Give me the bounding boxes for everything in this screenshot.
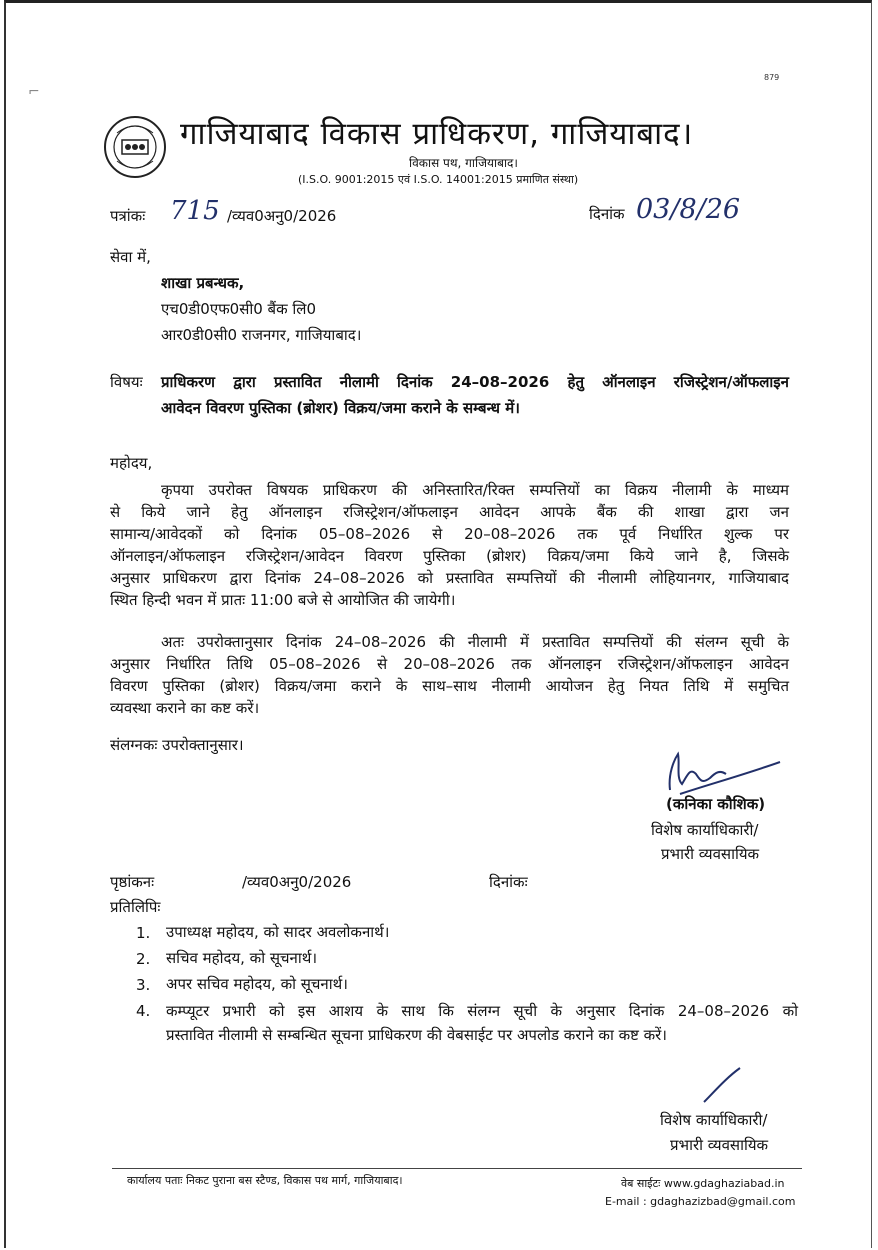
ref-number-handwritten: 715 <box>170 196 220 226</box>
copy-item-text: अपर सचिव महोदय, को सूचनार्थ। <box>166 975 348 993</box>
copy-item-number: 2. <box>136 950 151 968</box>
subject-label: विषयः <box>110 373 143 391</box>
para2-line: अनुसार निर्धारित तिथि 05–08–2026 से 20–08–2026 तक ऑनलाइन रजिस्ट्रेशन/ऑफलाइन आवेदन <box>110 655 789 673</box>
para1-line: कृपया उपरोक्त विषयक प्राधिकरण की अनिस्तारित/रिक्त सम्पत्तियों का विक्रय नीलामी के माध्यम <box>161 481 789 499</box>
subject-line-2: आवेदन विवरण पुस्तिका (ब्रोशर) विक्रय/जमा कराने के सम्बन्ध में। <box>161 399 520 417</box>
endorsement-ref: /व्यव0अनु0/2026 <box>242 873 352 891</box>
gda-seal-logo <box>103 115 167 179</box>
margin-mark: ⌐ <box>28 84 40 100</box>
copy-item-text: उपाध्यक्ष महोदय, को सादर अवलोकनार्थ। <box>166 923 390 941</box>
para1-line: से किये जाने हेतु ऑनलाइन रजिस्ट्रेशन/ऑफलाइन आवेदन आपके बैंक की शाखा द्वारा जन <box>110 503 789 521</box>
copy-item-number: 3. <box>136 976 151 994</box>
recipient-bank: एच0डी0एफ0सी0 बैंक लि0 <box>161 300 317 318</box>
footer-website: वेब साईटः www.gdaghaziabad.in <box>621 1177 785 1190</box>
copy-label: प्रतिलिपिः <box>110 898 161 916</box>
copy-item-text: प्रस्तावित नीलामी से सम्बन्धित सूचना प्राधिकरण की वेबसाईट पर अपलोड कराने का कष्ट करें। <box>166 1026 667 1044</box>
enclosure: संलग्नकः उपरोक्तानुसार। <box>110 736 244 754</box>
certification: (I.S.O. 9001:2015 एवं I.S.O. 14001:2015 प्रमाणित संस्था) <box>298 173 579 186</box>
org-address: विकास पथ, गाजियाबाद। <box>409 156 518 170</box>
copy-item-number: 4. <box>136 1002 151 1020</box>
initial-stroke <box>700 1064 750 1106</box>
endorsement-date-label: दिनांकः <box>489 873 528 891</box>
para2-line: अतः उपरोक्तानुसार दिनांक 24–08–2026 की नीलामी में प्रस्तावित सम्पत्तियों की संलग्न सूची के <box>161 633 789 651</box>
date-handwritten: 03/8/26 <box>636 194 741 225</box>
copy-item-number: 1. <box>136 924 151 942</box>
signatory2-title-2: प्रभारी व्यवसायिक <box>670 1136 769 1154</box>
salutation: सेवा में, <box>110 248 151 266</box>
recipient-address: आर0डी0सी0 राजनगर, गाजियाबाद। <box>161 326 362 344</box>
org-name: गाजियाबाद विकास प्राधिकरण, गाजियाबाद। <box>180 116 694 152</box>
page-border <box>4 0 872 1248</box>
para1-line: स्थित हिन्दी भवन में प्रातः 11:00 बजे से आयोजित की जायेगी। <box>110 591 456 609</box>
endorsement-label: पृष्ठांकनः <box>110 873 155 891</box>
copy-item-text: कम्प्यूटर प्रभारी को इस आशय के साथ कि संलग्न सूची के अनुसार दिनांक 24–08–2026 को <box>166 1002 798 1020</box>
signatory-title-2: प्रभारी व्यवसायिक <box>661 845 760 863</box>
corner-mark: 879 <box>764 73 780 82</box>
para2-line: विवरण पुस्तिका (ब्रोशर) विक्रय/जमा कराने के साथ–साथ नीलामी आयोजन हेतु नियत तिथि में समुचित <box>110 677 789 695</box>
signatory2-title-1: विशेष कार्याधिकारी/ <box>660 1111 768 1129</box>
greeting: महोदय, <box>110 454 153 472</box>
signatory-title-1: विशेष कार्याधिकारी/ <box>651 821 759 839</box>
ref-label: पत्रांकः <box>110 207 146 225</box>
para1-line: ऑनलाइन/ऑफलाइन रजिस्ट्रेशन/आवेदन विवरण पुस्तिका (ब्रोशर) विक्रय/जमा किये जाने है, जिसके <box>110 547 789 565</box>
copy-item-text: सचिव महोदय, को सूचनार्थ। <box>166 949 317 967</box>
para2-line: व्यवस्था कराने का कष्ट करें। <box>110 699 260 717</box>
ref-suffix: /व्यव0अनु0/2026 <box>227 207 337 225</box>
footer-divider <box>112 1168 802 1169</box>
footer-address: कार्यालय पताः निकट पुराना बस स्टैण्ड, विकास पथ मार्ग, गाजियाबाद। <box>127 1174 403 1187</box>
date-label: दिनांक <box>589 205 625 223</box>
para1-line: सामान्य/आवेदकों को दिनांक 05–08–2026 से 20–08–2026 तक पूर्व निर्धारित शुल्क पर <box>110 525 789 543</box>
signatory-name: (कनिका कौशिक) <box>666 795 766 813</box>
footer-email: E-mail : gdaghazizbad@gmail.com <box>605 1195 796 1208</box>
para1-line: अनुसार प्राधिकरण द्वारा दिनांक 24–08–2026 को प्रस्तावित सम्पत्तियों की नीलामी लोहियानगर, गाजियाबाद <box>110 569 789 587</box>
recipient-title: शाखा प्रबन्धक, <box>161 274 245 292</box>
subject-line-1: प्राधिकरण द्वारा प्रस्तावित नीलामी दिनांक 24–08–2026 हेतु ऑनलाइन रजिस्ट्रेशन/ऑफलाइन <box>161 373 789 391</box>
